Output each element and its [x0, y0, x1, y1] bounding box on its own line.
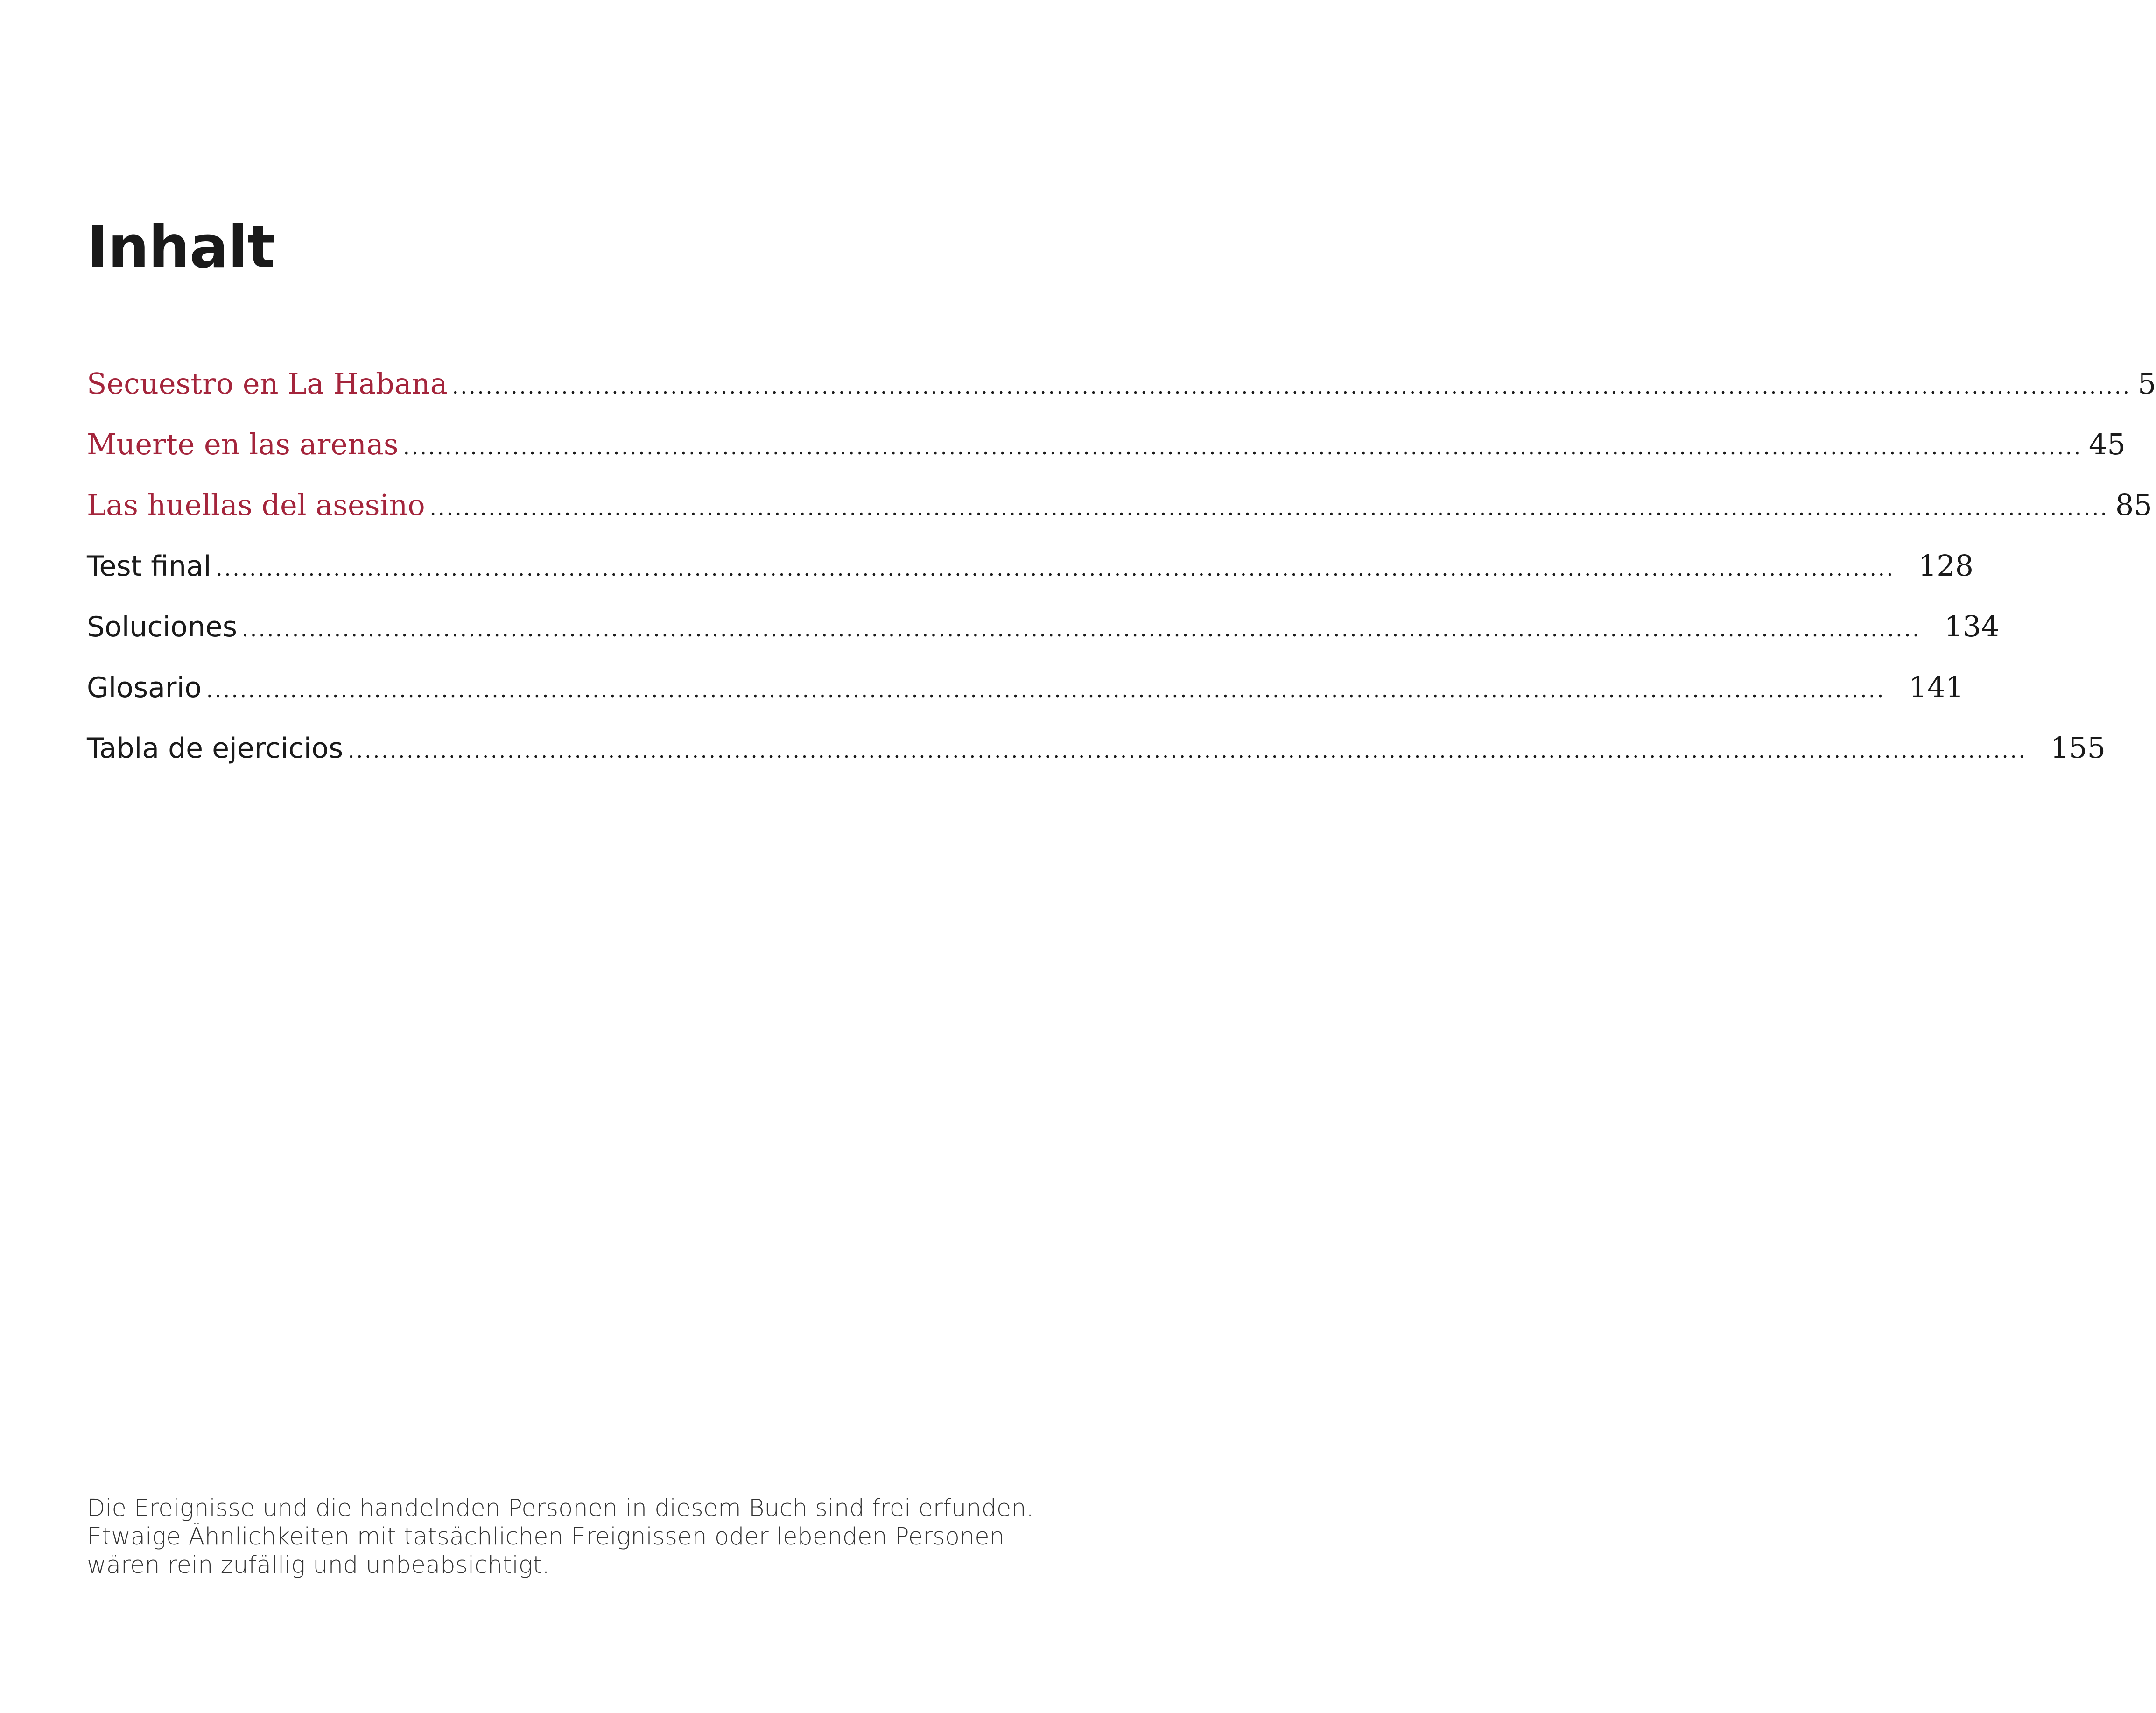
dot-leader: ........................................................................................................................................................................................................	[403, 436, 2082, 459]
toc-entry-page: 5	[2137, 367, 2156, 401]
toc-entry-tabla-de-ejercicios[interactable]	[87, 718, 2106, 778]
dot-leader: ........................................................................................................................................................................................................	[216, 557, 1895, 581]
toc-entry-title: Soluciones	[87, 611, 238, 643]
toc-entry-title: Muerte en las arenas	[87, 427, 399, 461]
toc-entry-title: Test final	[87, 550, 211, 583]
toc-entry-title: Glosario	[87, 671, 202, 704]
toc-entry-title: Secuestro en La Habana	[87, 367, 448, 401]
toc-entry-huellas[interactable]	[87, 475, 2152, 536]
page-title: Inhalt	[87, 214, 275, 281]
toc-entry-glosario[interactable]	[87, 657, 1964, 718]
toc-entry-page: 155	[2050, 731, 2106, 765]
toc-entry-page: 128	[1918, 549, 1974, 583]
dot-leader: ........................................................................................................................................................................................................	[242, 618, 1921, 641]
dot-leader: ........................................................................................................................................................................................................	[429, 496, 2109, 520]
toc-entry-muerte[interactable]	[87, 414, 2126, 475]
toc-entry-test-final[interactable]	[87, 536, 1974, 596]
toc-entry-page: 134	[1944, 609, 2000, 643]
toc-entry-page: 45	[2088, 427, 2126, 461]
toc-entry-page: 85	[2115, 488, 2152, 522]
toc-entry-title: Tabla de ejercicios	[87, 732, 344, 765]
dot-leader: ........................................................................................................................................................................................................	[452, 375, 2131, 399]
fiction-disclaimer: Die Ereignisse und die handelnden Personen in diesem Buch sind frei erfunden. Etwaige Ähnlichkeiten mit tatsächlichen Ereignissen oder lebenden Personen wären rein zufällig und unbeabsichtigt.	[87, 1494, 1034, 1579]
table-of-contents	[87, 353, 2156, 778]
toc-entry-page: 141	[1909, 670, 1964, 704]
toc-entry-soluciones[interactable]	[87, 596, 2000, 657]
toc-entry-title: Las huellas del asesino	[87, 488, 425, 522]
toc-entry-secuestro[interactable]	[87, 353, 2156, 414]
dot-leader: ........................................................................................................................................................................................................	[348, 739, 2027, 763]
dot-leader: ........................................................................................................................................................................................................	[206, 678, 1886, 702]
